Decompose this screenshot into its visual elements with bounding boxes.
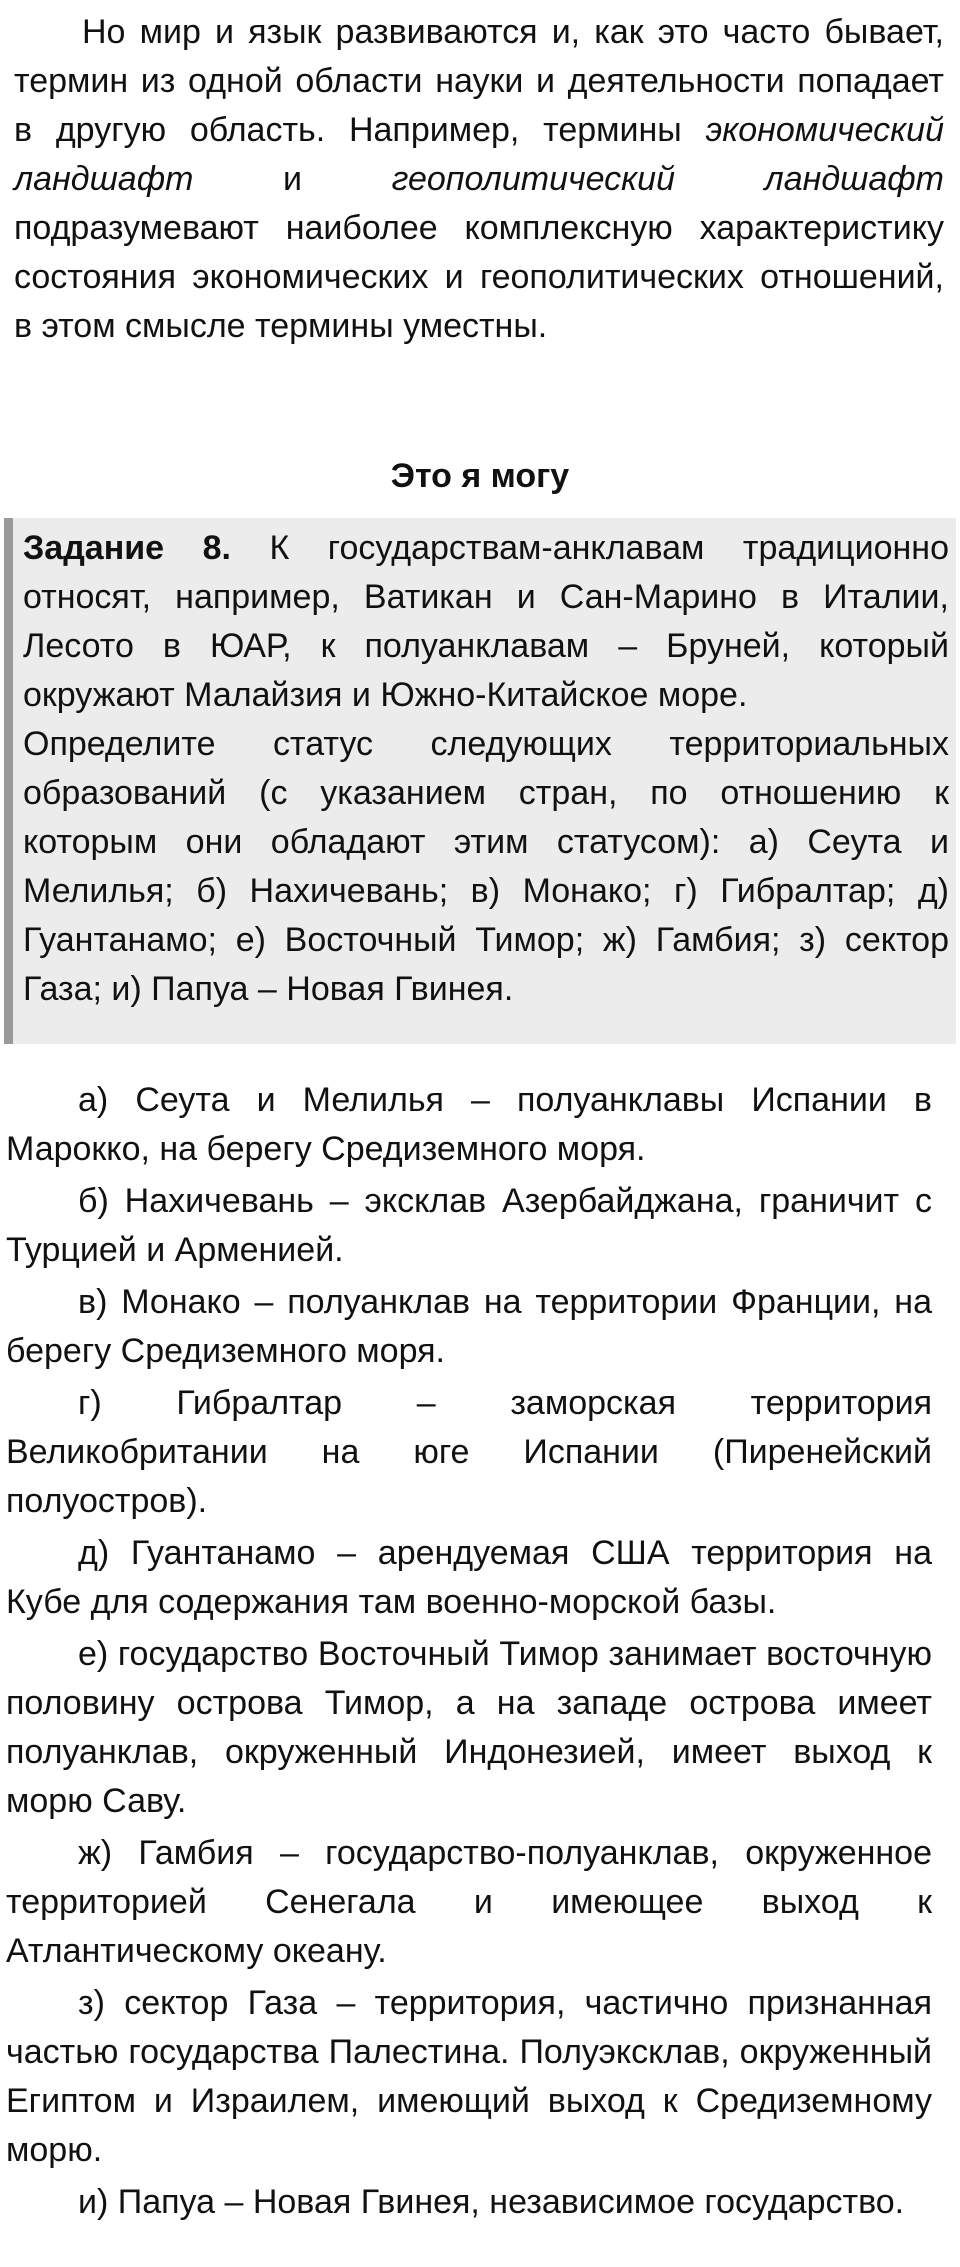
task-question: Определите статус следующих территориальных образований (с указанием стран, по отношению к которым они обладают этим статусом): а) Сеута и Мелилья; б) Нахичевань; в) Монако; г) Гибралтар; д) Гуантанамо; е) Восточный Тимор; ж) Гамбия; з) сектор Газа; и) Папуа – Новая Гвинея.	[23, 725, 949, 1008]
intro-text-2: и	[193, 160, 392, 198]
answer-item: и) Папуа – Новая Гвинея, независимое государство.	[78, 2183, 905, 2221]
section-heading: Это я могу	[390, 457, 570, 495]
intro-text-3: подразумевают наиболее комплексную характеристику состояния экономических и геополитических отношений, в этом смысле термины уместны.	[14, 209, 944, 345]
task-label: Задание 8.	[23, 529, 231, 567]
answer-item: а) Сеута и Мелилья – полуанклавы Испании в Марокко, на берегу Средиземного моря.	[6, 1081, 932, 1168]
intro-term-geopolitical-landscape: геополитический ландшафт	[391, 160, 944, 198]
intro-text-1: Но мир и язык развиваются и, как это часто бывает, термин из одной области науки и деятельности попадает в другую область. Например, термины	[14, 13, 944, 149]
answer-item: д) Гуантанамо – арендуемая США территория на Кубе для содержания там военно-морской базы.	[6, 1534, 932, 1621]
answer-item: в) Монако – полуанклав на территории Франции, на берегу Средиземного моря.	[6, 1283, 932, 1370]
answer-item: ж) Гамбия – государство-полуанклав, окруженное территорией Сенегала и имеющее выход к Атлантическому океану.	[6, 1834, 932, 1970]
answer-item: з) сектор Газа – территория, частично признанная частью государства Палестина. Полуэксклав, окруженный Египтом и Израилем, имеющий выход к Средиземному морю.	[6, 1984, 932, 2169]
task-text-1: К государствам-анклавам традиционно относят, например, Ватикан и Сан-Марино в Италии, Лесото в ЮАР, к полуанклавам – Бруней, который окружают Малайзия и Южно-Китайское море.	[23, 529, 949, 714]
intro-paragraph	[14, 8, 944, 351]
answers-list	[6, 1076, 932, 2227]
answer-item: б) Нахичевань – эксклав Азербайджана, граничит с Турцией и Арменией.	[6, 1182, 932, 1269]
task-paragraph	[23, 524, 949, 720]
task-box	[4, 518, 956, 1044]
intro-term-economic-landscape: экономический ландшафт	[14, 111, 944, 198]
answer-item: г) Гибралтар – заморская территория Великобритании на юге Испании (Пиренейский полуостров).	[6, 1384, 932, 1520]
answer-item: е) государство Восточный Тимор занимает восточную половину острова Тимор, а на западе острова имеет полуанклав, окруженный Индонезией, имеет выход к морю Саву.	[6, 1635, 932, 1820]
